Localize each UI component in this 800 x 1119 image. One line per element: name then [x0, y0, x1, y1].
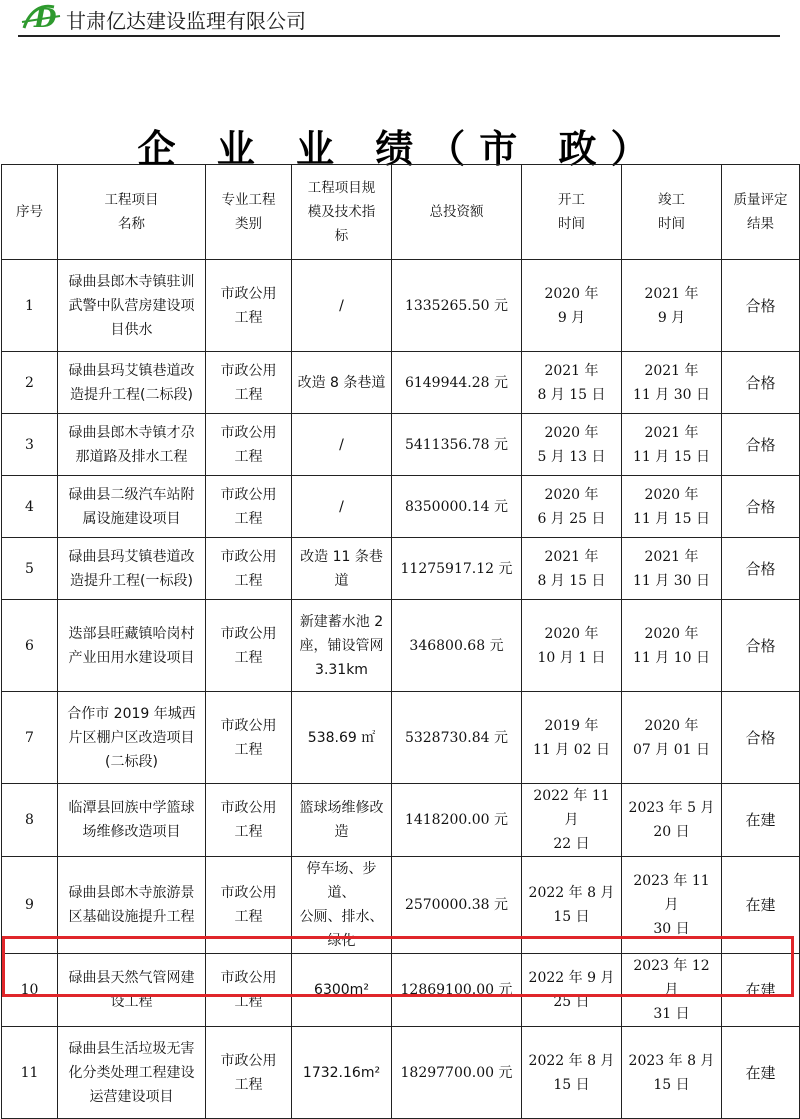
row-result: 合格 — [722, 538, 800, 600]
row-end: 2023 年 11 月 30 日 — [622, 857, 722, 954]
table-row — [2, 954, 800, 1027]
row-no: 10 — [2, 954, 58, 1027]
col-header-no: 序号 — [2, 165, 58, 260]
table-row — [2, 784, 800, 857]
row-no: 11 — [2, 1027, 58, 1119]
table-header-row — [2, 165, 800, 260]
row-category: 市政公用 工程 — [206, 954, 292, 1027]
row-start: 2020 年 10 月 1 日 — [522, 600, 622, 692]
row-end: 2020 年 11 月 15 日 — [622, 476, 722, 538]
col-header-amount: 总投资额 — [392, 165, 522, 260]
row-category: 市政公用 工程 — [206, 692, 292, 784]
table-row — [2, 600, 800, 692]
row-amount: 8350000.14 元 — [392, 476, 522, 538]
row-result: 合格 — [722, 414, 800, 476]
col-header-category: 专业工程 类别 — [206, 165, 292, 260]
row-start: 2020 年 9 月 — [522, 260, 622, 352]
row-name: 碌曲县郎木寺镇驻训 武警中队营房建设项 目供水 — [58, 260, 206, 352]
row-amount: 5328730.84 元 — [392, 692, 522, 784]
row-spec: 改造 11 条巷 道 — [292, 538, 392, 600]
row-spec: 停车场、步道、 公厕、排水、 绿化 — [292, 857, 392, 954]
row-spec: 1732.16m² — [292, 1027, 392, 1119]
row-name: 碌曲县生活垃圾无害 化分类处理工程建设 运营建设项目 — [58, 1027, 206, 1119]
row-name: 碌曲县玛艾镇巷道改 造提升工程(一标段) — [58, 538, 206, 600]
row-name: 碌曲县郎木寺镇才尕 那道路及排水工程 — [58, 414, 206, 476]
row-no: 9 — [2, 857, 58, 954]
row-category: 市政公用 工程 — [206, 352, 292, 414]
row-category: 市政公用 工程 — [206, 600, 292, 692]
row-no: 4 — [2, 476, 58, 538]
row-name: 碌曲县天然气管网建 设工程 — [58, 954, 206, 1027]
row-category: 市政公用 工程 — [206, 260, 292, 352]
row-name: 临潭县回族中学篮球 场维修改造项目 — [58, 784, 206, 857]
row-result: 在建 — [722, 857, 800, 954]
performance-table — [1, 164, 800, 1119]
row-result: 合格 — [722, 692, 800, 784]
row-spec: 新建蓄水池 2 座，铺设管网 3.31km — [292, 600, 392, 692]
row-name: 碌曲县二级汽车站附 属设施建设项目 — [58, 476, 206, 538]
row-start: 2020 年 6 月 25 日 — [522, 476, 622, 538]
row-amount: 2570000.38 元 — [392, 857, 522, 954]
row-spec: 6300m² — [292, 954, 392, 1027]
row-spec: / — [292, 260, 392, 352]
table-row — [2, 260, 800, 352]
company-logo-icon — [20, 2, 68, 32]
row-no: 8 — [2, 784, 58, 857]
row-result: 合格 — [722, 476, 800, 538]
row-end: 2021 年 11 月 15 日 — [622, 414, 722, 476]
row-start: 2022 年 8 月 15 日 — [522, 1027, 622, 1119]
row-category: 市政公用 工程 — [206, 538, 292, 600]
row-no: 7 — [2, 692, 58, 784]
row-no: 3 — [2, 414, 58, 476]
row-start: 2021 年 8 月 15 日 — [522, 352, 622, 414]
row-end: 2021 年 11 月 30 日 — [622, 352, 722, 414]
row-spec: / — [292, 476, 392, 538]
row-category: 市政公用 工程 — [206, 784, 292, 857]
row-amount: 1335265.50 元 — [392, 260, 522, 352]
row-start: 2019 年 11 月 02 日 — [522, 692, 622, 784]
row-name: 碌曲县玛艾镇巷道改 造提升工程(二标段) — [58, 352, 206, 414]
row-end: 2023 年 12 月 31 日 — [622, 954, 722, 1027]
row-category: 市政公用 工程 — [206, 857, 292, 954]
header-divider — [18, 35, 780, 37]
col-header-start: 开工 时间 — [522, 165, 622, 260]
row-amount: 6149944.28 元 — [392, 352, 522, 414]
col-header-spec: 工程项目规 模及技术指 标 — [292, 165, 392, 260]
row-name: 迭部县旺藏镇哈岗村 产业田用水建设项目 — [58, 600, 206, 692]
col-header-name: 工程项目 名称 — [58, 165, 206, 260]
company-name: 甘肃亿达建设监理有限公司 — [66, 9, 306, 33]
table-row — [2, 857, 800, 954]
row-start: 2021 年 8 月 15 日 — [522, 538, 622, 600]
row-end: 2020 年 11 月 10 日 — [622, 600, 722, 692]
row-amount: 12869100.00 元 — [392, 954, 522, 1027]
row-result: 合格 — [722, 600, 800, 692]
row-no: 5 — [2, 538, 58, 600]
row-end: 2021 年 9 月 — [622, 260, 722, 352]
row-spec: 改造 8 条巷道 — [292, 352, 392, 414]
row-amount: 5411356.78 元 — [392, 414, 522, 476]
row-name: 碌曲县郎木寺旅游景 区基础设施提升工程 — [58, 857, 206, 954]
table-row — [2, 538, 800, 600]
row-no: 6 — [2, 600, 58, 692]
col-header-result: 质量评定 结果 — [722, 165, 800, 260]
row-category: 市政公用 工程 — [206, 476, 292, 538]
row-name: 合作市 2019 年城西 片区棚户区改造项目 (二标段) — [58, 692, 206, 784]
row-no: 2 — [2, 352, 58, 414]
table-row — [2, 476, 800, 538]
row-start: 2022 年 9 月 25 日 — [522, 954, 622, 1027]
table-row — [2, 414, 800, 476]
row-end: 2021 年 11 月 30 日 — [622, 538, 722, 600]
row-end: 2023 年 5 月 20 日 — [622, 784, 722, 857]
col-header-end: 竣工 时间 — [622, 165, 722, 260]
table-row — [2, 1027, 800, 1119]
row-result: 合格 — [722, 260, 800, 352]
page-title: 企 业 业 绩（市 政） — [137, 127, 663, 171]
row-spec: / — [292, 414, 392, 476]
row-end: 2020 年 07 月 01 日 — [622, 692, 722, 784]
row-category: 市政公用 工程 — [206, 1027, 292, 1119]
row-result: 在建 — [722, 784, 800, 857]
row-spec: 538.69 ㎡ — [292, 692, 392, 784]
svg-text:D: D — [34, 4, 57, 32]
row-no: 1 — [2, 260, 58, 352]
row-category: 市政公用 工程 — [206, 414, 292, 476]
row-start: 2020 年 5 月 13 日 — [522, 414, 622, 476]
row-spec: 篮球场维修改 造 — [292, 784, 392, 857]
row-result: 合格 — [722, 352, 800, 414]
row-start: 2022 年 8 月 15 日 — [522, 857, 622, 954]
row-start: 2022 年 11 月 22 日 — [522, 784, 622, 857]
row-amount: 1418200.00 元 — [392, 784, 522, 857]
row-amount: 346800.68 元 — [392, 600, 522, 692]
row-end: 2023 年 8 月 15 日 — [622, 1027, 722, 1119]
row-result: 在建 — [722, 954, 800, 1027]
table-row — [2, 352, 800, 414]
row-result: 在建 — [722, 1027, 800, 1119]
table-row — [2, 692, 800, 784]
row-amount: 18297700.00 元 — [392, 1027, 522, 1119]
document-header — [0, 0, 800, 40]
row-amount: 11275917.12 元 — [392, 538, 522, 600]
